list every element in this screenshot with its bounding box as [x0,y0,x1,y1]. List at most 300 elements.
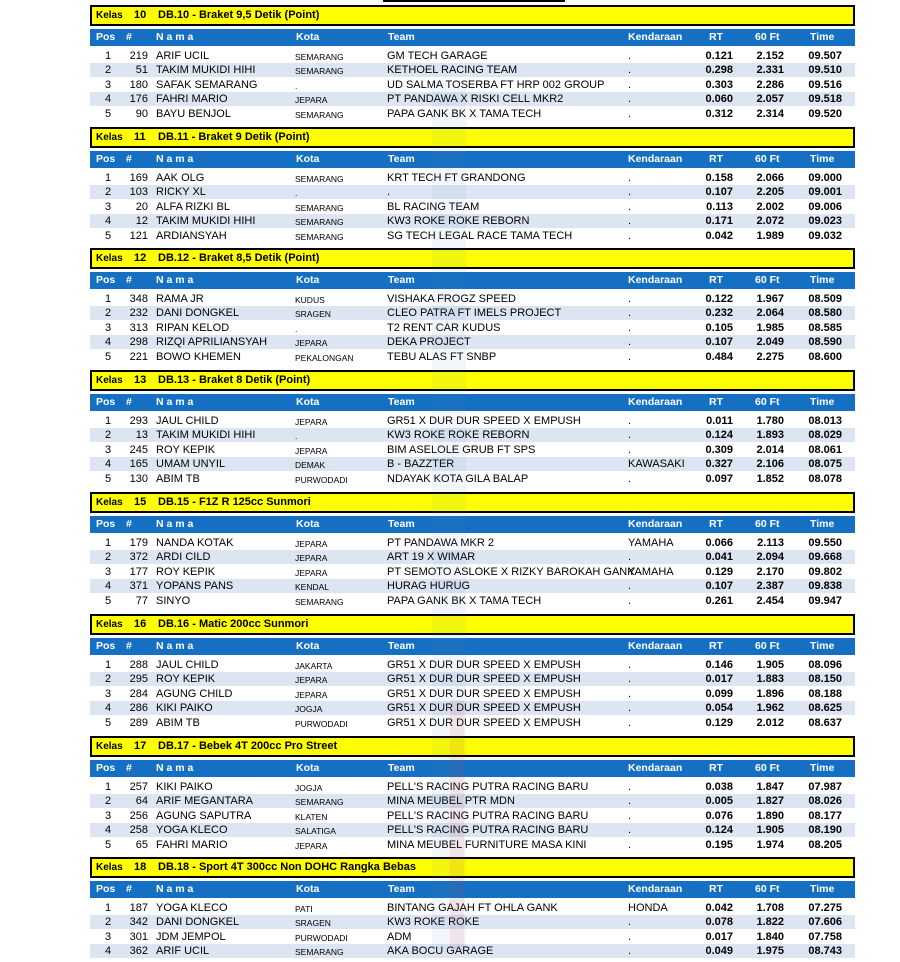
cell-number: 103 [129,186,148,199]
cell-kota: KUDUS [295,295,325,305]
col-header-num: # [126,396,132,408]
cell-team: KETHOEL RACING TEAM [387,64,518,77]
cell-60ft: 2.064 [756,307,784,320]
cell-nama: NANDA KOTAK [156,537,234,549]
top-divider [383,0,565,2]
cell-time: 07.758 [808,930,842,943]
col-header-nama: N a m a [156,762,194,774]
cell-kota: SEMARANG [295,217,344,228]
table-header [90,272,855,289]
cell-kota: JAKARTA [295,661,333,671]
col-header-rt: RT [709,762,723,774]
cell-number: 77 [135,594,148,607]
cell-number: 12 [135,215,148,228]
cell-pos: 1 [104,172,112,184]
cell-60ft: 1.967 [756,293,784,305]
col-header-kendaraan: Kendaraan [628,883,683,895]
cell-nama: DANI DONGKEL [156,916,240,929]
cell-number: 295 [129,673,148,686]
cell-nama: YOGA KLECO [156,824,228,837]
cell-nama: TAKIM MUKIDI HIHI [156,429,256,442]
table-row [90,292,855,306]
cell-kota: SRAGEN [295,918,331,929]
cell-kendaraan: . [628,916,632,929]
cell-60ft: 2.275 [756,350,784,363]
cell-kota: SEMARANG [295,174,344,184]
cell-time: 07.606 [808,916,842,929]
cell-kota: PATI [295,904,313,914]
cell-kota: JEPARA [295,675,328,686]
cell-kendaraan: . [628,64,632,77]
cell-number: 180 [129,78,148,91]
cell-time: 08.026 [808,795,842,808]
cell-kota: JEPARA [295,539,328,549]
cell-60ft: 1.840 [756,930,784,943]
cell-time: 08.580 [808,307,842,320]
col-header-kendaraan: Kendaraan [628,274,683,286]
cell-60ft: 1.822 [756,916,784,929]
cell-kendaraan: . [628,307,632,320]
table-header [90,394,855,411]
cell-time: 08.096 [808,659,842,671]
cell-kendaraan: . [628,838,632,851]
cell-time: 09.947 [808,594,842,607]
cell-number: 64 [135,795,148,808]
col-header-kota: Kota [296,396,320,408]
cell-kendaraan: . [628,687,632,700]
table-row [90,809,855,823]
cell-number: 179 [129,537,148,549]
table-row [90,200,855,214]
cell-rt: 0.005 [705,795,733,808]
table-row [90,171,855,185]
cell-time: 09.802 [808,565,842,578]
cell-kendaraan: . [628,78,632,91]
cell-kota: JEPARA [295,553,328,564]
cell-pos: 2 [104,429,112,442]
cell-kendaraan: . [628,229,632,242]
col-header-time: Time [810,762,835,774]
cell-nama: ROY KEPIK [156,443,216,456]
cell-team: VISHAKA FROGZ SPEED [387,293,516,305]
col-header-time: Time [810,518,835,530]
cell-time: 08.590 [808,336,842,349]
cell-60ft: 1.847 [756,781,784,793]
col-header-rt: RT [709,274,723,286]
cell-time: 07.275 [808,902,842,914]
cell-kendaraan: . [628,336,632,349]
cell-nama: RICKY XL [156,186,206,199]
cell-number: 121 [129,229,148,242]
cell-kota: SEMARANG [295,66,344,77]
class-name: DB.13 - Braket 8 Detik (Point) [158,374,311,386]
cell-rt: 0.042 [705,902,733,914]
col-header-60ft: 60 Ft [755,31,780,43]
class-number: 13 [134,374,147,386]
cell-rt: 0.146 [705,659,733,671]
cell-number: 258 [129,824,148,837]
cell-rt: 0.298 [705,64,733,77]
cell-number: 362 [129,945,148,958]
cell-number: 342 [129,916,148,929]
cell-team: PT PANDAWA X RISKI CELL MKR2 [387,93,564,106]
cell-team: ART 19 X WIMAR [387,551,476,564]
cell-number: 221 [129,350,148,363]
cell-60ft: 1.975 [756,945,784,958]
col-header-team: Team [388,153,415,165]
cell-team: GR51 X DUR DUR SPEED X EMPUSH [387,687,581,700]
table-row [90,901,855,915]
cell-pos: 1 [104,902,112,914]
cell-rt: 0.171 [705,215,733,228]
table-row [90,930,855,944]
cell-number: 20 [135,200,148,213]
col-header-kendaraan: Kendaraan [628,640,683,652]
cell-kendaraan: . [628,50,632,62]
cell-60ft: 1.896 [756,687,784,700]
cell-nama: TAKIM MUKIDI HIHI [156,215,256,228]
cell-pos: 2 [104,673,112,686]
col-header-60ft: 60 Ft [755,396,780,408]
cell-pos: 3 [104,687,112,700]
cell-nama: YOGA KLECO [156,902,228,914]
cell-60ft: 2.331 [756,64,784,77]
cell-pos: 5 [104,716,112,729]
cell-nama: AAK OLG [156,172,205,184]
cell-team: MINA MEUBEL FURNITURE MASA KINI [387,838,587,851]
table-row [90,229,855,243]
cell-team: GR51 X DUR DUR SPEED X EMPUSH [387,673,581,686]
col-header-rt: RT [709,518,723,530]
table-row [90,687,855,701]
table-header [90,516,855,533]
col-header-time: Time [810,396,835,408]
col-header-pos: Pos [96,396,116,408]
cell-kota: SEMARANG [295,109,344,120]
cell-number: 130 [129,472,148,485]
class-name: DB.15 - F1Z R 125cc Sunmori [158,496,311,508]
cell-number: 289 [129,716,148,729]
cell-number: 372 [129,551,148,564]
class-label: Kelas [96,741,123,752]
table-row [90,185,855,199]
cell-kendaraan: . [628,945,632,958]
col-header-kendaraan: Kendaraan [628,396,683,408]
cell-rt: 0.129 [705,565,733,578]
cell-rt: 0.054 [705,702,733,715]
table-header [90,151,855,168]
cell-time: 09.032 [808,229,842,242]
cell-team: T2 RENT CAR KUDUS [387,321,501,334]
col-header-num: # [126,640,132,652]
cell-time: 07.987 [808,781,842,793]
class-title-bar [90,857,855,878]
cell-60ft: 2.454 [756,594,784,607]
col-header-kota: Kota [296,31,320,43]
cell-60ft: 2.113 [757,537,784,549]
cell-rt: 0.309 [705,443,733,456]
class-number: 11 [134,131,146,143]
cell-pos: 3 [104,809,112,822]
cell-kendaraan: YAMAHA [628,565,674,578]
cell-rt: 0.312 [705,107,733,120]
cell-60ft: 1.708 [756,902,784,914]
cell-time: 08.743 [808,945,842,958]
cell-pos: 4 [104,336,112,349]
cell-pos: 4 [104,702,112,715]
col-header-num: # [126,274,132,286]
cell-time: 08.150 [808,673,842,686]
cell-team: KW3 ROKE ROKE [387,916,480,929]
cell-time: 08.188 [808,687,842,700]
col-header-nama: N a m a [156,518,194,530]
cell-kendaraan: . [628,795,632,808]
cell-time: 09.023 [808,215,842,228]
cell-time: 08.600 [808,350,842,363]
cell-60ft: 2.387 [756,580,784,593]
cell-team: PAPA GANK BK X TAMA TECH [387,594,542,607]
cell-team: KRT TECH FT GRANDONG [387,172,526,184]
cell-time: 09.668 [808,551,842,564]
cell-rt: 0.011 [706,415,733,427]
cell-60ft: 2.057 [756,93,784,106]
cell-rt: 0.017 [705,930,733,943]
cell-kendaraan: . [628,415,632,427]
cell-kota: JOGJA [295,783,323,793]
col-header-time: Time [810,640,835,652]
col-header-nama: N a m a [156,640,194,652]
cell-kota: SEMARANG [295,231,344,242]
cell-number: 177 [129,565,148,578]
cell-number: 286 [129,702,148,715]
cell-pos: 4 [104,945,112,958]
cell-number: 256 [129,809,148,822]
cell-rt: 0.124 [705,824,733,837]
cell-kota: JEPARA [295,445,328,456]
cell-team: KW3 ROKE ROKE REBORN [387,429,530,442]
table-row [90,550,855,564]
cell-time: 08.509 [808,293,842,305]
cell-time: 09.550 [808,537,842,549]
table-row [90,472,855,486]
cell-time: 08.078 [808,472,842,485]
cell-rt: 0.017 [705,673,733,686]
class-title-bar [90,614,855,635]
col-header-kendaraan: Kendaraan [628,518,683,530]
col-header-rt: RT [709,883,723,895]
cell-rt: 0.107 [705,580,733,593]
cell-team: SG TECH LEGAL RACE TAMA TECH [387,229,573,242]
col-header-rt: RT [709,153,723,165]
cell-kendaraan: . [628,93,632,106]
cell-rt: 0.232 [705,307,733,320]
cell-nama: RIZQI APRILIANSYAH [156,336,268,349]
col-header-num: # [126,883,132,895]
cell-time: 08.061 [808,443,842,456]
col-header-nama: N a m a [156,274,194,286]
cell-60ft: 1.989 [756,229,784,242]
col-header-60ft: 60 Ft [755,640,780,652]
cell-team: AKA BOCU GARAGE [387,945,494,958]
table-row [90,428,855,442]
cell-nama: ALFA RIZKI BL [156,200,230,213]
cell-number: 293 [129,415,148,427]
cell-nama: RIPAN KELOD [156,321,230,334]
cell-rt: 0.303 [705,78,733,91]
table-row [90,915,855,929]
cell-team: GR51 X DUR DUR SPEED X EMPUSH [387,415,581,427]
cell-number: 169 [129,172,148,184]
col-header-num: # [126,762,132,774]
cell-team: PAPA GANK BK X TAMA TECH [387,107,542,120]
table-row [90,63,855,77]
cell-team: PT SEMOTO ASLOKE X RIZKY BAROKAH GANK [387,565,635,578]
col-header-time: Time [810,883,835,895]
cell-pos: 2 [104,551,112,564]
cell-kendaraan: HONDA [628,902,668,914]
cell-number: 245 [129,443,148,456]
cell-rt: 0.158 [705,172,733,184]
cell-pos: 4 [104,215,112,228]
col-header-pos: Pos [96,31,116,43]
cell-rt: 0.099 [705,687,733,700]
col-header-team: Team [388,762,415,774]
cell-time: 08.625 [808,702,842,715]
cell-kendaraan: . [628,702,632,715]
cell-number: 232 [129,307,148,320]
cell-60ft: 2.012 [756,716,784,729]
cell-60ft: 1.905 [756,659,784,671]
cell-number: 187 [129,902,148,914]
cell-60ft: 2.152 [756,50,784,62]
table-header [90,881,855,898]
col-header-kota: Kota [296,274,320,286]
cell-kota: SALATIGA [295,826,336,837]
col-header-60ft: 60 Ft [755,518,780,530]
cell-time: 09.518 [808,93,842,106]
table-row [90,536,855,550]
cell-team: BIM ASELOLE GRUB FT SPS [387,443,536,456]
cell-60ft: 1.893 [756,429,784,442]
cell-60ft: 1.852 [756,472,784,485]
class-label: Kelas [96,132,123,143]
cell-number: 219 [129,50,148,62]
col-header-team: Team [388,883,415,895]
cell-team: PT PANDAWA MKR 2 [387,537,494,549]
class-name: DB.16 - Matic 200cc Sunmori [158,618,309,630]
cell-team: KW3 ROKE ROKE REBORN [387,215,530,228]
class-name: DB.11 - Braket 9 Detik (Point) [158,131,310,143]
col-header-pos: Pos [96,153,116,165]
table-row [90,92,855,106]
cell-pos: 1 [104,781,112,793]
cell-nama: ABIM TB [156,716,200,729]
cell-60ft: 1.883 [756,673,784,686]
cell-team: DEKA PROJECT [387,336,471,349]
cell-60ft: 2.170 [756,565,784,578]
cell-rt: 0.038 [705,781,733,793]
table-row [90,944,855,958]
cell-kota: PURWODADI [295,932,348,943]
cell-time: 08.585 [808,321,842,334]
table-header [90,29,855,46]
table-row [90,49,855,63]
cell-nama: SINYO [156,594,191,607]
cell-time: 09.520 [808,107,842,120]
cell-rt: 0.107 [705,186,733,199]
class-name: DB.10 - Braket 9,5 Detik (Point) [158,9,320,21]
col-header-nama: N a m a [156,153,194,165]
table-row [90,579,855,593]
cell-kota: PURWODADI [295,718,348,729]
cell-number: 51 [135,64,148,77]
cell-time: 09.510 [808,64,842,77]
cell-pos: 1 [104,659,112,671]
cell-time: 09.000 [808,172,842,184]
cell-kota: DEMAK [295,460,326,471]
cell-nama: AGUNG SAPUTRA [156,809,252,822]
class-number: 18 [134,861,147,873]
col-header-pos: Pos [96,883,116,895]
cell-rt: 0.121 [705,50,733,62]
cell-rt: 0.122 [705,293,733,305]
cell-time: 09.001 [808,186,842,199]
cell-kota: JOGJA [295,704,323,715]
table-header [90,760,855,777]
col-header-time: Time [810,31,835,43]
cell-nama: YOPANS PANS [156,580,234,593]
cell-60ft: 2.205 [756,186,784,199]
col-header-time: Time [810,274,835,286]
cell-team: GM TECH GARAGE [387,50,488,62]
cell-team: TEBU ALAS FT SNBP [387,350,497,363]
cell-nama: DANI DONGKEL [156,307,240,320]
cell-number: 65 [135,838,148,851]
cell-kendaraan: . [628,186,632,199]
cell-kota: . [295,188,298,199]
cell-kendaraan: . [628,172,632,184]
cell-pos: 3 [104,321,112,334]
cell-kota: JEPARA [295,567,328,578]
cell-kendaraan: . [628,200,632,213]
cell-60ft: 2.106 [756,458,784,471]
col-header-num: # [126,518,132,530]
cell-kendaraan: . [628,659,632,671]
cell-nama: RAMA JR [156,293,204,305]
cell-rt: 0.066 [705,537,733,549]
cell-60ft: 2.014 [756,443,784,456]
class-label: Kelas [96,10,123,21]
cell-rt: 0.060 [705,93,733,106]
col-header-60ft: 60 Ft [755,153,780,165]
col-header-kota: Kota [296,640,320,652]
cell-nama: JAUL CHILD [156,659,219,671]
cell-rt: 0.261 [705,594,733,607]
cell-pos: 1 [104,50,112,62]
cell-kendaraan: . [628,293,632,305]
col-header-team: Team [388,518,415,530]
cell-pos: 5 [104,350,112,363]
cell-pos: 5 [104,229,112,242]
table-row [90,335,855,349]
table-row [90,794,855,808]
cell-kendaraan: . [628,824,632,837]
cell-time: 08.637 [808,716,842,729]
cell-nama: ABIM TB [156,472,200,485]
cell-team: MINA MEUBEL PTR MDN [387,795,515,808]
cell-nama: JAUL CHILD [156,415,219,427]
cell-pos: 2 [104,186,112,199]
